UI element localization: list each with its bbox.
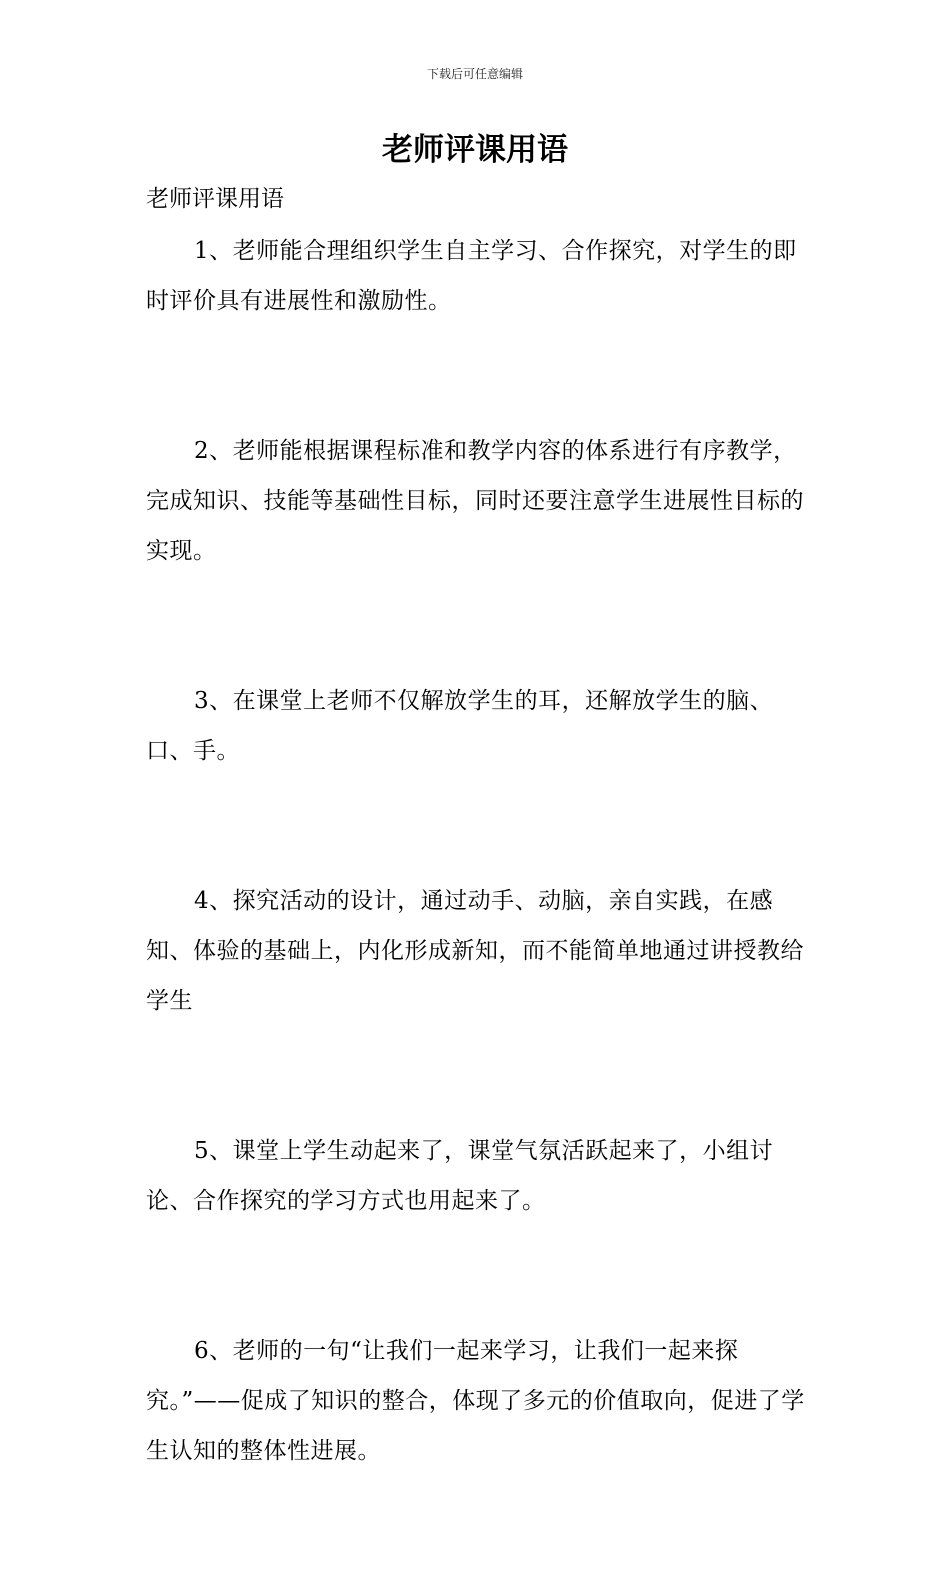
header-note: 下载后可任意编辑 [426,67,523,81]
document-subtitle: 老师评课用语 [146,186,284,212]
paragraph-2: 2、老师能根据课程标准和教学内容的体系进行有序教学，完成知识、技能等基础性目标，同时还要注意学生进展性目标的实现。 [146,438,804,564]
paragraph-3: 3、在课堂上老师不仅解放学生的耳，还解放学生的脑、口、手。 [146,688,774,764]
paragraph-4: 4、探究活动的设计，通过动手、动脑，亲自实践，在感知、体验的基础上，内化形成新知，而不能简单地通过讲授教给学生 [146,888,804,1014]
paragraph-1: 1、老师能合理组织学生自主学习、合作探究，对学生的即时评价具有进展性和激励性。 [146,238,797,314]
paragraph-6: 6、老师的一句“让我们一起来学习，让我们一起来探究。”——促成了知识的整合，体现了多元的价值取向，促进了学生认知的整体性进展。 [146,1338,805,1464]
paragraph-5: 5、课堂上学生动起来了，课堂气氛活跃起来了，小组讨论、合作探究的学习方式也用起来了。 [146,1138,774,1214]
document-title: 老师评课用语 [382,132,568,168]
document-body [146,226,811,1576]
